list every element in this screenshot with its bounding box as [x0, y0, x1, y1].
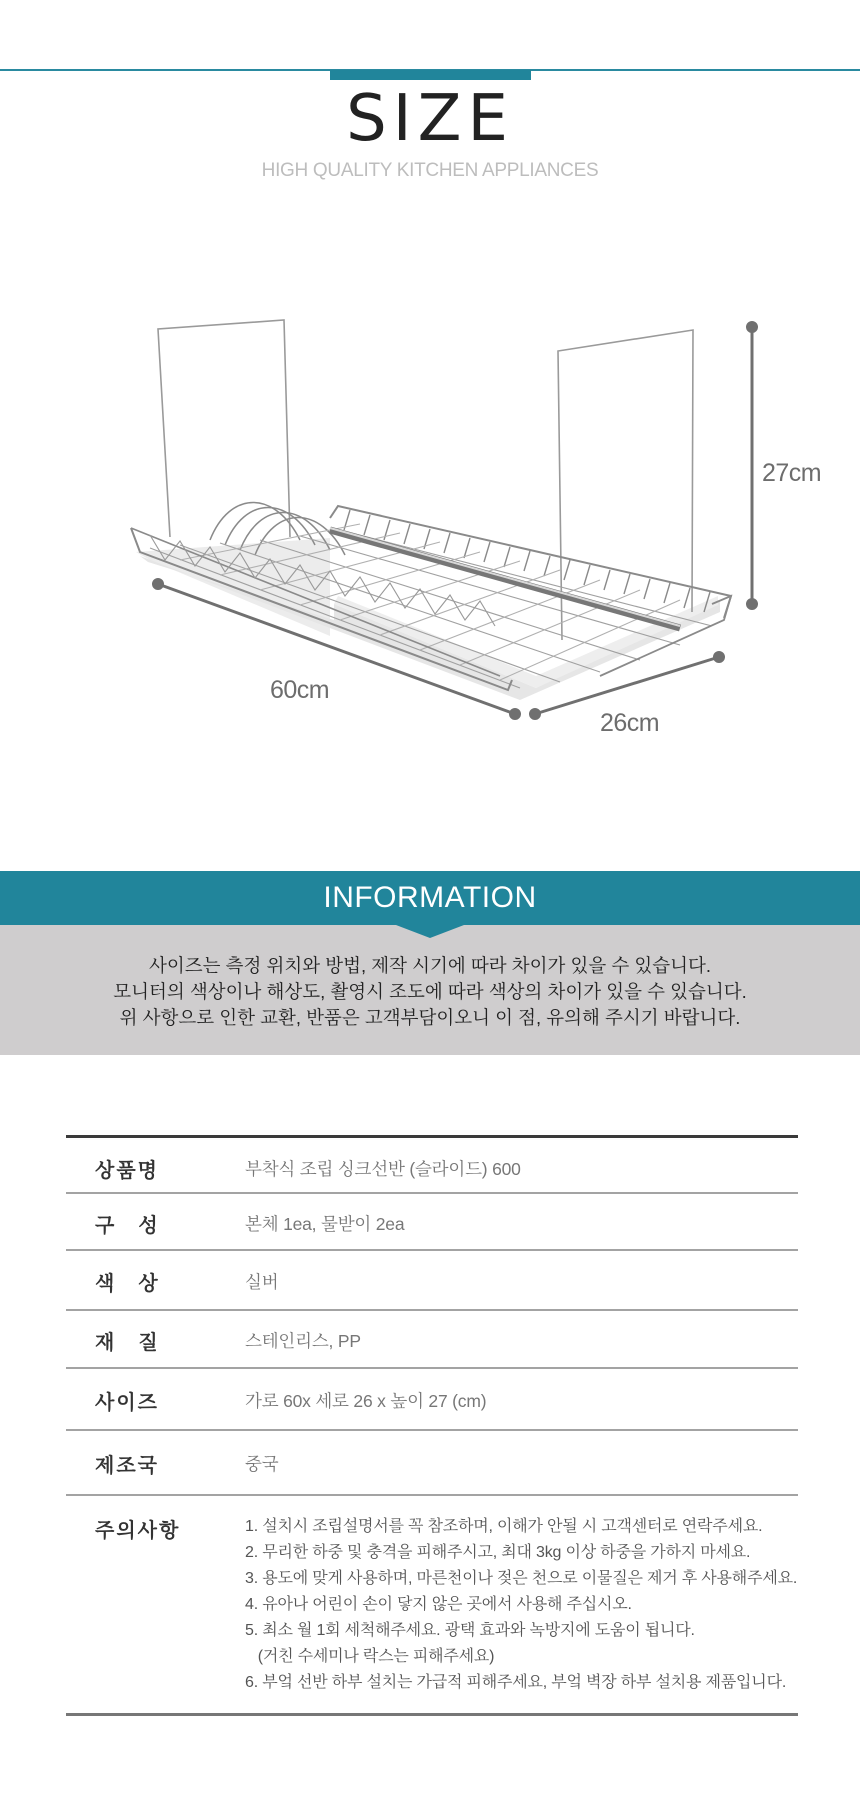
- dimension-label-height: 27cm: [762, 459, 822, 487]
- row-label: 사이즈: [95, 1392, 159, 1414]
- caution-list: [245, 1514, 797, 1696]
- caution-item: 6. 부엌 선반 하부 설치는 가급적 피해주세요, 부엌 벽장 하부 설치용 제품입니다.: [245, 1674, 787, 1691]
- caution-item: (거친 수세미나 락스는 피해주세요): [245, 1648, 495, 1665]
- table-row-composition: [66, 1194, 798, 1251]
- dish-rack-illustration: [0, 280, 860, 750]
- section-subtitle: HIGH QUALITY KITCHEN APPLIANCES: [261, 160, 599, 181]
- row-label: 색 상: [95, 1273, 160, 1295]
- product-spec-table: [66, 1135, 798, 1716]
- table-row-size: [66, 1369, 798, 1431]
- table-row-product-name: [66, 1138, 798, 1194]
- information-arrow-icon: [396, 925, 464, 938]
- notice-line: 모니터의 색상이나 해상도, 촬영시 조도에 따라 색상의 차이가 있을 수 있습니다.: [113, 981, 747, 1002]
- row-value: 본체 1ea, 물받이 2ea: [245, 1214, 405, 1234]
- row-label: 상품명: [95, 1160, 159, 1182]
- table-row-cautions: [66, 1496, 798, 1716]
- caution-item: 1. 설치시 조립설명서를 꼭 참조하며, 이해가 안될 시 고객센터로 연락주세요.: [245, 1518, 763, 1535]
- notice-line: 위 사항으로 인한 교환, 반품은 고객부담이오니 이 점, 유의해 주시기 바랍니다.: [119, 1007, 741, 1028]
- product-dimension-diagram: [0, 280, 860, 750]
- table-row-material: [66, 1311, 798, 1369]
- row-value: 가로 60x 세로 26 x 높이 27 (cm): [245, 1391, 487, 1411]
- row-value: 부착식 조립 싱크선반 (슬라이드) 600: [245, 1159, 521, 1179]
- notice-line: 사이즈는 측정 위치와 방법, 제작 시기에 따라 차이가 있을 수 있습니다.: [148, 955, 712, 976]
- header-accent-tab: [330, 70, 531, 80]
- row-value: 실버: [245, 1272, 279, 1292]
- information-title: INFORMATION: [323, 881, 537, 914]
- information-notice-text: [0, 953, 860, 1031]
- table-row-color: [66, 1251, 798, 1311]
- row-value: 스테인리스, PP: [245, 1331, 361, 1351]
- caution-item: 4. 유아나 어린이 손이 닿지 않은 곳에서 사용해 주십시오.: [245, 1596, 632, 1613]
- row-label: 주의사항: [95, 1520, 181, 1542]
- row-label: 재 질: [95, 1332, 160, 1354]
- row-value: 중국: [245, 1454, 279, 1474]
- table-row-origin: [66, 1431, 798, 1496]
- row-label: 제조국: [95, 1455, 159, 1477]
- section-title-size: SIZE: [346, 82, 514, 156]
- row-label: 구 성: [95, 1215, 160, 1237]
- caution-item: 5. 최소 월 1회 세척해주세요. 광택 효과와 녹방지에 도움이 됩니다.: [245, 1622, 695, 1639]
- caution-item: 3. 용도에 맞게 사용하며, 마른천이나 젖은 천으로 이물질은 제거 후 사용해주세요.: [245, 1570, 798, 1587]
- dimension-label-depth: 26cm: [600, 709, 660, 737]
- dimension-label-width: 60cm: [270, 676, 330, 704]
- caution-item: 2. 무리한 하중 및 충격을 피해주시고, 최대 3kg 이상 하중을 가하지 마세요.: [245, 1544, 751, 1561]
